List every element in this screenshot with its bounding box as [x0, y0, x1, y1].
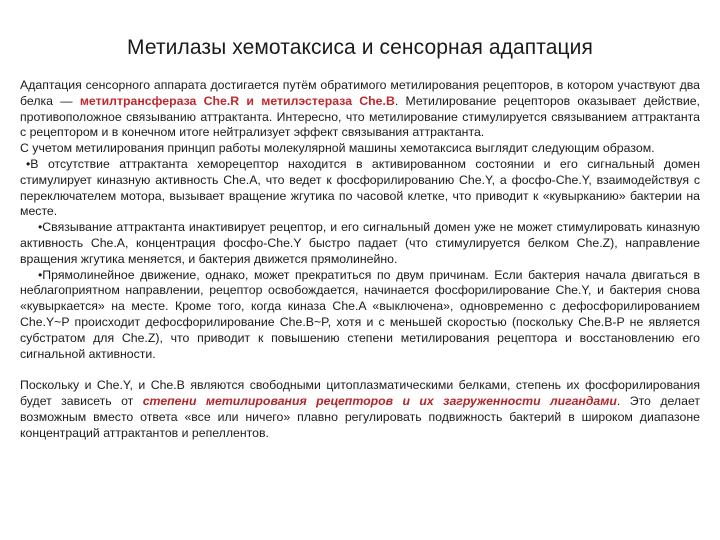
mechanism-paragraph: С учетом метилирования принцип работы молекулярной машины хемотаксиса выглядит следующим образом.	[20, 141, 655, 156]
intro-text-b: . Метилирование рецепторов оказывает действие, противоположное связыванию аттрактанта. Интересно, что метилирование стимулируется связыванием аттрактанта с рецептором и в конечном итоге нейтрализует эффект связывания аттрактанта.	[20, 93, 700, 140]
bullet-attractant-binding: •Связывание аттрактанта инактивирует рецептор, и его сигнальный домен уже не может стимулировать киназную активность Che.A, концентрация фосфо-Che.Y быстро падает (что стимулируется белком Che.Z), направление вращения жгутика меняется, и бактерия движется прямолинейно.	[20, 220, 700, 266]
bullet-no-attractant: •В отсутствие аттрактанта хеморецептор находится в активированном состоянии и его сигнальный домен стимулирует киназную активность Che.A, что ведет к фосфорилированию Che.Y, а фосфо-Che.Y, взаимодействуя с переключателем мотора, вызывает вращение жгутика по часовой клетке, что приводит к «кувырканию» бактерии на месте.	[20, 156, 700, 219]
slide-body	[20, 78, 700, 442]
bullet-straight-motion: •Прямолинейное движение, однако, может прекратиться по двум причинам. Если бактерия начала двигаться в неблагоприятном направлении, рецептор освобождается, начинается фосфорилирование Che.Y, и бактерия снова «кувыркается» на месте. Кроме того, когда киназа Che.A «выключена», одновременно с дефосфорилированием Che.Y~P происходит дефосфорилирование Che.B~P, хотя и с меньшей скоростью (поскольку Che.B-P не является субстратом для Che.Z), что приводит к повышению степени метилирования рецептора и восстановлению его сигнальной активности.	[20, 267, 700, 361]
paragraph-gap	[20, 362, 700, 378]
slide-title: Метилазы хемотаксиса и сенсорная адаптация	[127, 36, 593, 59]
conclusion-paragraph	[20, 378, 700, 441]
conclusion-highlight: степени метилирования рецепторов и их загруженности лигандами	[142, 394, 617, 409]
conclusion-text-b: . Это делает возможным вместо ответа «все или ничего» плавно регулировать подвижность бактерий в широком диапазоне концентраций аттрактантов и репеллентов.	[20, 394, 701, 440]
intro-highlight: метилтрансфераза Che.R и метилэстераза Che.B	[79, 93, 395, 108]
conclusion-text-a: Поскольку и Che.Y, и Che.B являются свободными цитоплазматическими белками, степень их фосфорилирования будет зависеть от	[20, 378, 700, 409]
intro-text-a: Адаптация сенсорного аппарата достигается путём обратимого метилирования рецепторов, в котором участвуют два белка —	[20, 78, 700, 108]
intro-paragraph	[20, 78, 700, 141]
